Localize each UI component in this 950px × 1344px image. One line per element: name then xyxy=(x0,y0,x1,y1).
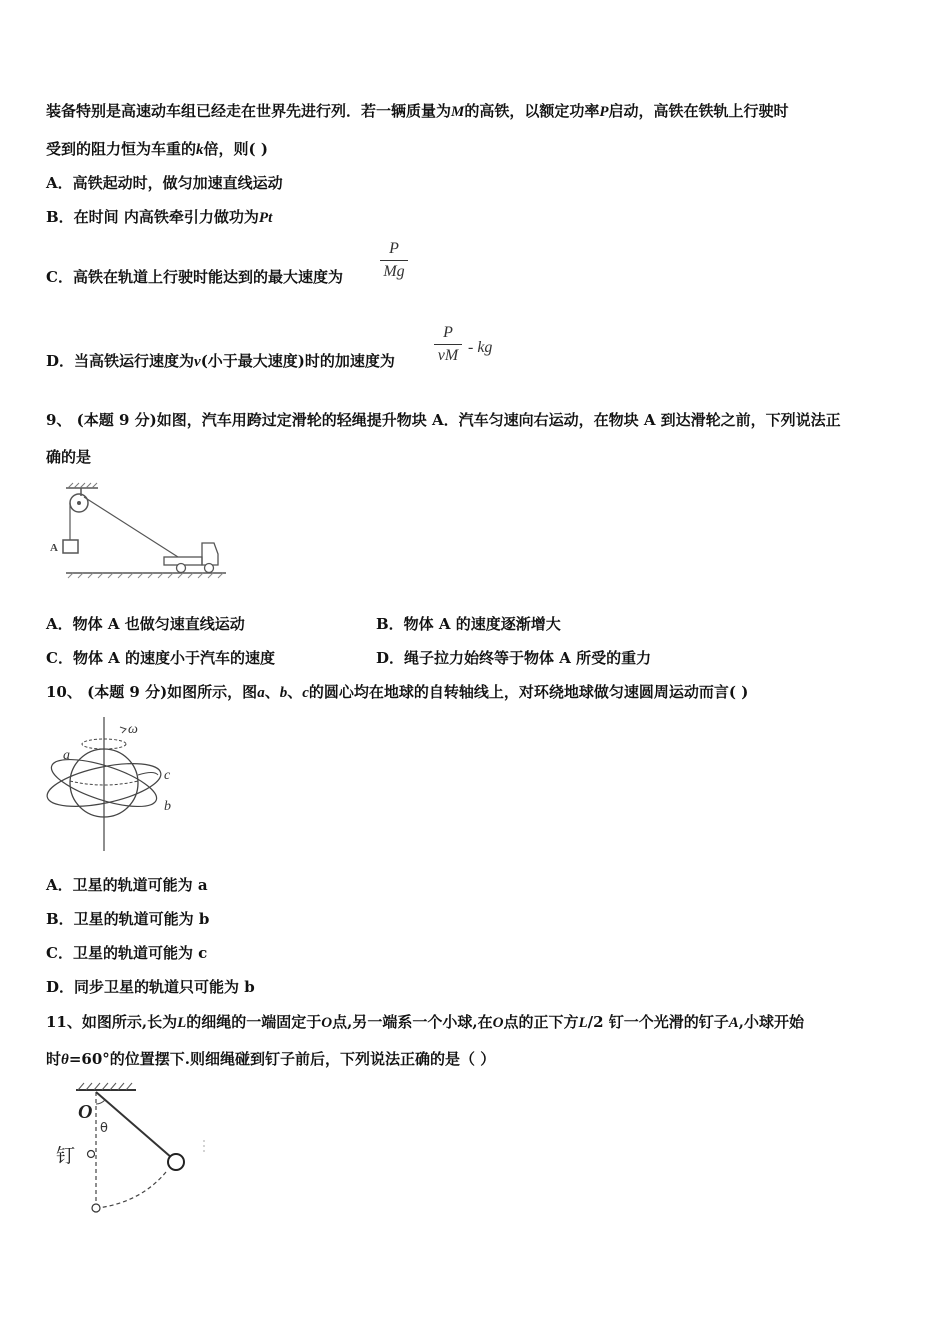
q10-earth-orbits-figure xyxy=(46,715,186,853)
q8-option-c: C．高铁在轨道上行驶时能达到的最大速度为 xyxy=(46,268,343,286)
q11-stem-line2: 时θ=60°的位置摆下.则细绳碰到钉子前后，下列说法正确的是（ ） xyxy=(46,1050,496,1068)
var-Pt: Pt xyxy=(258,210,273,226)
theta-label: θ xyxy=(100,1121,108,1136)
var-b: b xyxy=(279,685,288,701)
q8-option-d-fraction xyxy=(434,324,462,365)
orbit-c-label: c xyxy=(164,768,171,783)
q8-option-d-tail: - kg xyxy=(468,339,493,356)
fraction-bar xyxy=(380,260,408,261)
q8-option-a: A．高铁起动时，做匀加速直线运动 xyxy=(46,174,283,192)
q9-stem-line1: 9、 (本题 9 分)如图，汽车用跨过定滑轮的轻绳提升物块 A．汽车匀速向右运动，在物块 A 到达滑轮之前，下列说法正 xyxy=(46,411,841,429)
q10-option-c: C．卫星的轨道可能为 c xyxy=(46,944,208,962)
orbit-a-label: a xyxy=(63,748,70,763)
q9-stem-line2: 确的是 xyxy=(46,448,92,466)
var-L: L xyxy=(177,1015,187,1031)
var-O: O xyxy=(492,1015,504,1031)
var-M: M xyxy=(451,104,465,120)
truck-rear-wheel xyxy=(177,564,186,573)
fraction-numerator: P xyxy=(443,324,453,341)
q10-option-a: A．卫星的轨道可能为 a xyxy=(46,876,208,894)
nail-peg xyxy=(88,1151,95,1158)
ceiling-hatch xyxy=(78,1083,132,1090)
q9-option-a: A．物体 A 也做匀速直线运动 xyxy=(46,615,245,633)
block-a xyxy=(63,540,78,553)
var-a: a xyxy=(257,685,265,701)
var-v: v xyxy=(194,354,201,370)
var-A: A xyxy=(728,1015,739,1031)
angle-arc xyxy=(96,1100,105,1104)
swing-path xyxy=(98,1172,166,1208)
q8-stem-line2: 受到的阻力恒为车重的k倍，则( ) xyxy=(46,140,268,158)
var-k: k xyxy=(196,142,204,158)
rotation-arrow-icon xyxy=(120,727,126,733)
q9-option-d: D．绳子拉力始终等于物体 A 所受的重力 xyxy=(376,649,652,667)
q11-pendulum-figure xyxy=(46,1080,216,1220)
orbit-c xyxy=(138,773,158,776)
omega-label: ω xyxy=(128,722,138,737)
var-P: P xyxy=(599,104,609,120)
var-c: c xyxy=(302,685,309,701)
q10-stem: 10、 (本题 9 分)如图所示，图a、b、c的圆心均在地球的自转轴线上，对环绕地球做匀速圆周运动而言( ) xyxy=(46,683,749,701)
ball-lowest-position xyxy=(92,1204,100,1212)
q9-pulley-truck-figure xyxy=(46,482,236,586)
nail-label: 钉 xyxy=(56,1145,76,1167)
pendulum-ball xyxy=(168,1154,184,1170)
rope-slanted xyxy=(84,497,178,557)
fraction-bar xyxy=(434,344,462,345)
pivot-o-label: O xyxy=(78,1101,93,1123)
q8-option-d: D．当高铁运行速度为v(小于最大速度)时的加速度为 xyxy=(46,352,395,370)
truck-front-wheel xyxy=(205,564,214,573)
var-L: L xyxy=(578,1015,588,1031)
orbit-b-label: b xyxy=(164,799,171,814)
q11-stem-line1: 11、如图所示,长为L的细绳的一端固定于O点,另一端系一个小球,在O点的正下方L/2 钉一个光滑的钉子A,小球开始 xyxy=(46,1013,805,1031)
var-O: O xyxy=(321,1015,333,1031)
pulley-axle xyxy=(77,501,81,505)
var-theta: θ xyxy=(61,1052,69,1068)
fraction-numerator: P xyxy=(389,240,399,257)
q8-stem-line1: 装备特别是高速动车组已经走在世界先进行列．若一辆质量为M的高铁，以额定功率P启动，高铁在铁轨上行驶时 xyxy=(46,102,789,120)
q10-option-d: D．同步卫星的轨道只可能为 b xyxy=(46,978,255,996)
truck-cab xyxy=(202,543,218,565)
fraction-denominator: vM xyxy=(437,347,459,364)
q8-option-c-fraction xyxy=(380,240,408,281)
block-a-label: A xyxy=(50,542,58,554)
q8-option-b: B．在时间 内高铁牵引力做功为Pt xyxy=(46,208,273,226)
q9-option-c: C．物体 A 的速度小于汽车的速度 xyxy=(46,649,276,667)
fraction-denominator: Mg xyxy=(383,263,405,280)
q10-option-b: B．卫星的轨道可能为 b xyxy=(46,910,210,928)
q9-option-b: B．物体 A 的速度逐渐增大 xyxy=(376,615,561,633)
